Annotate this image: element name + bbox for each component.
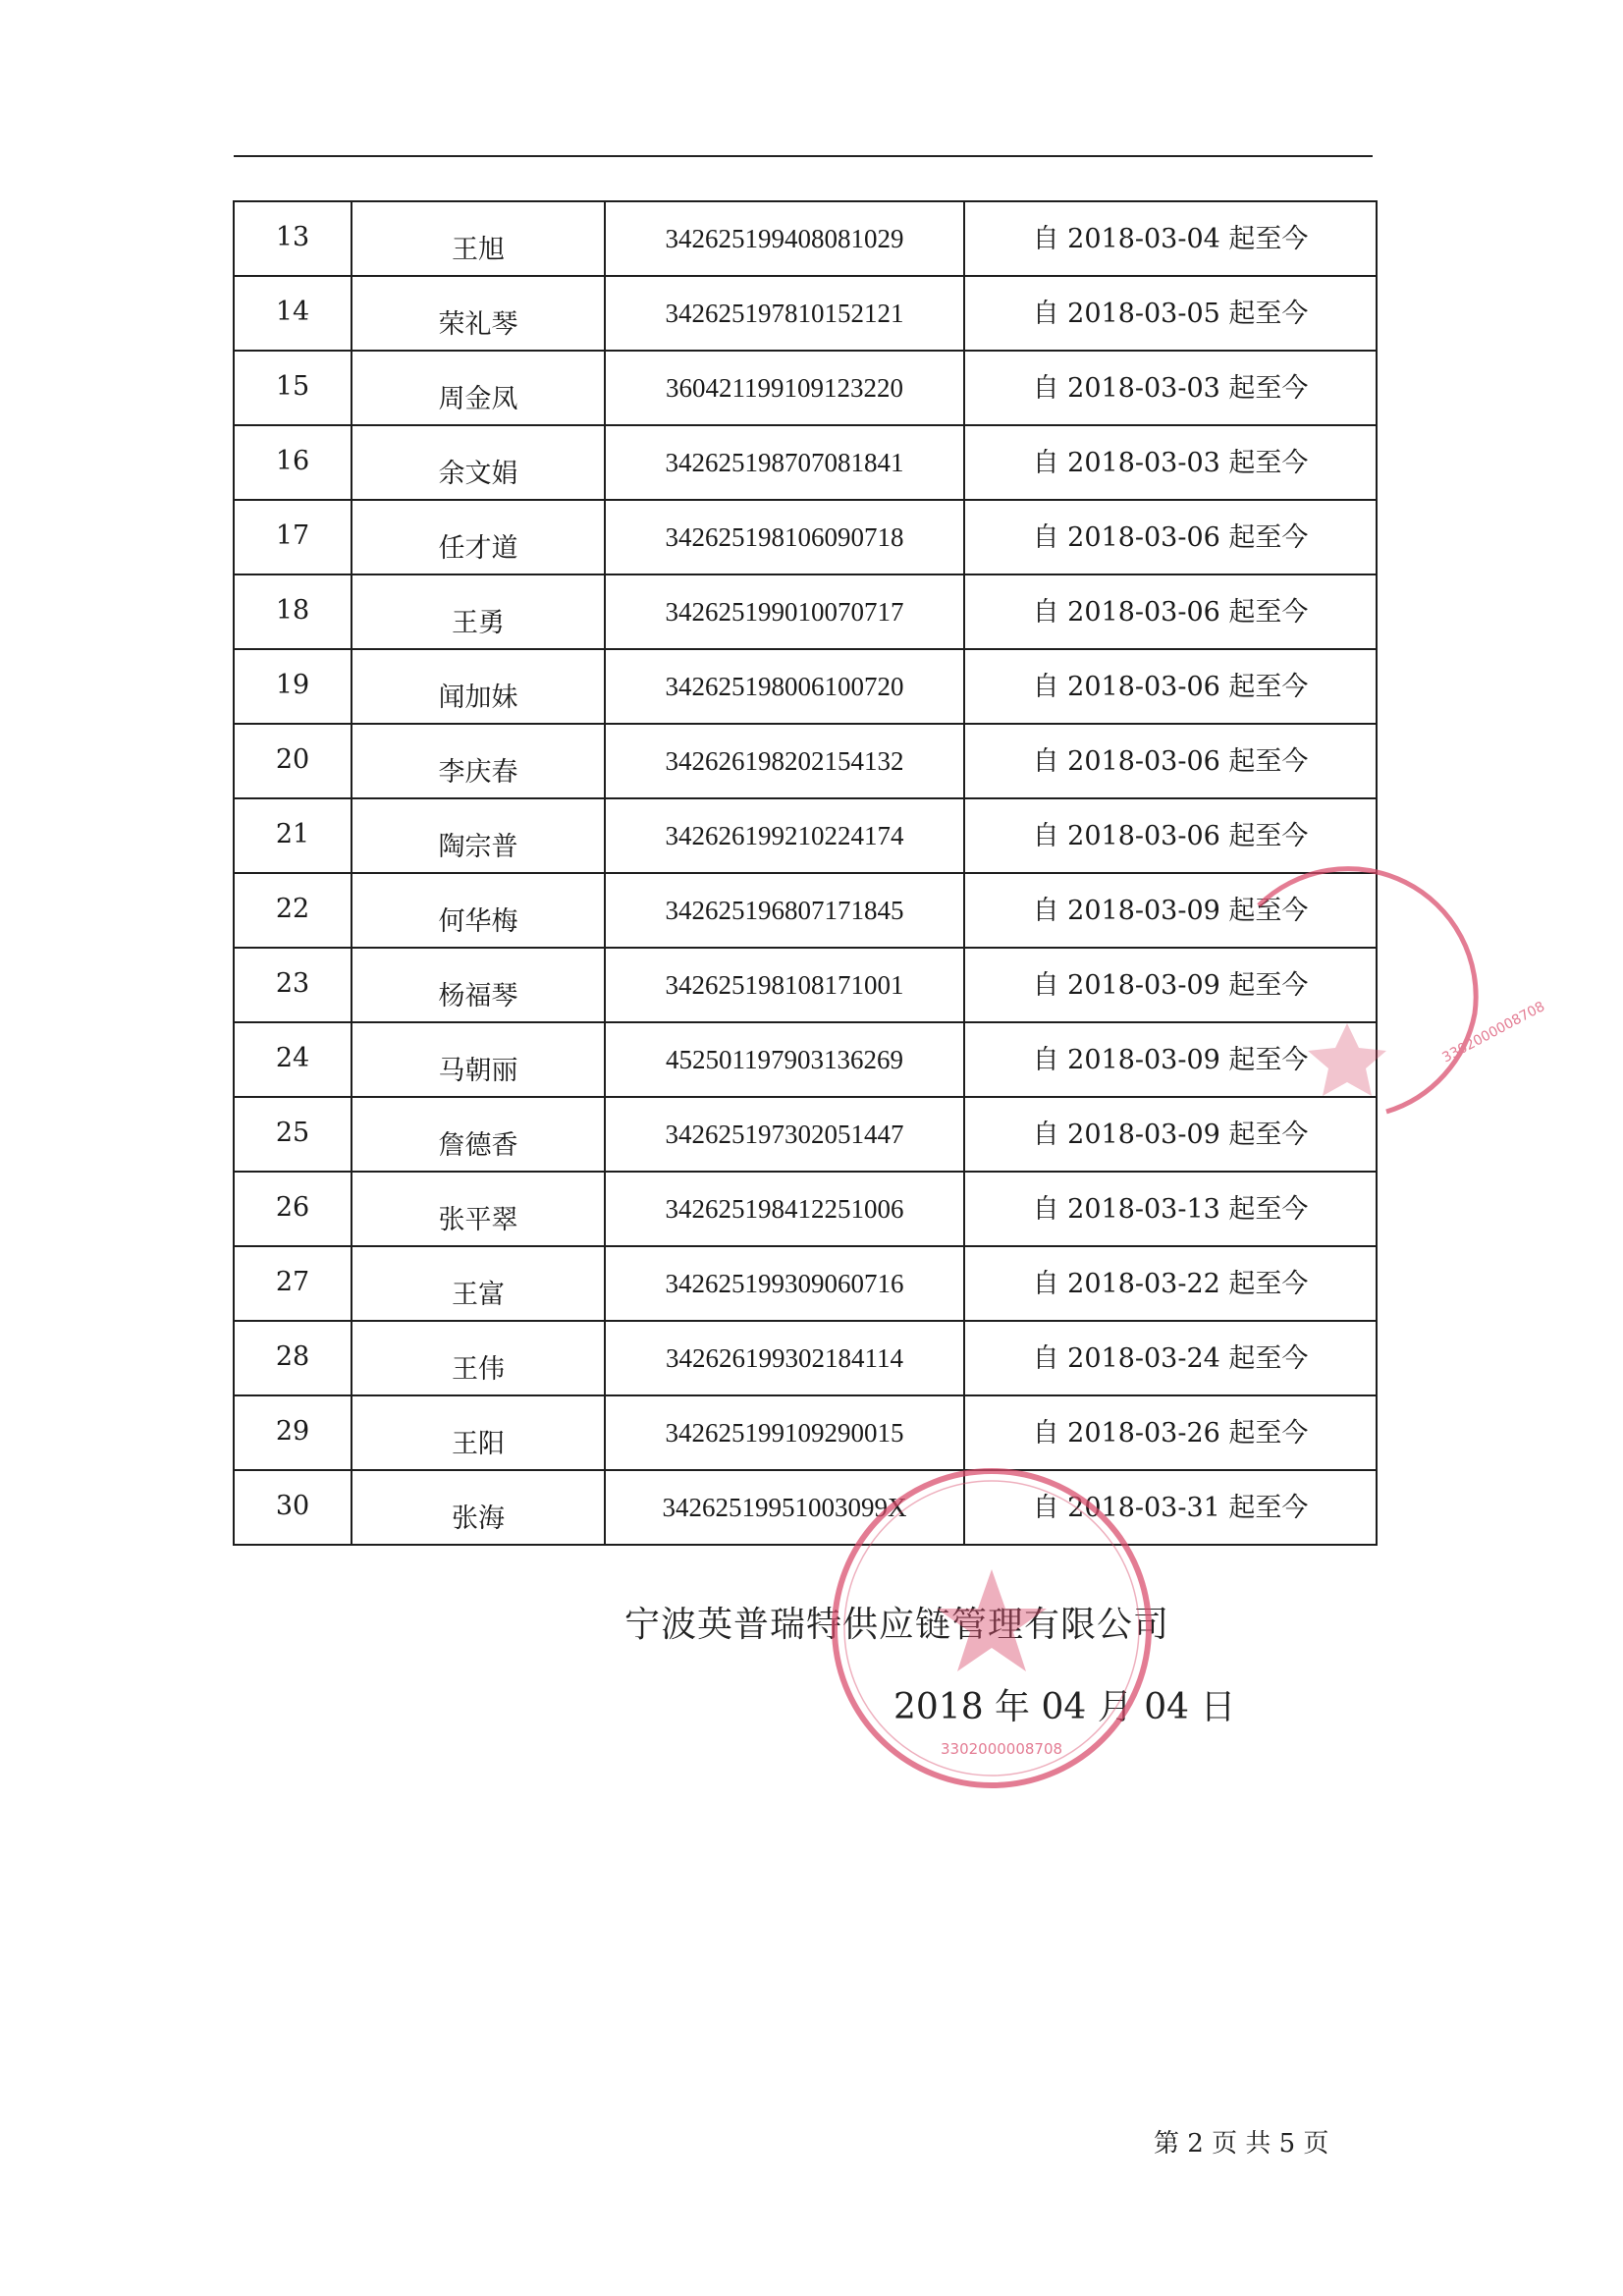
employee-name: 王旭 bbox=[452, 234, 505, 265]
id-number: 342626198202154132 bbox=[665, 745, 904, 776]
id-number-cell bbox=[605, 1395, 964, 1470]
employee-name: 荣礼琴 bbox=[438, 308, 518, 340]
table-row bbox=[234, 1246, 1377, 1321]
period-cell bbox=[964, 574, 1377, 649]
employee-name: 陶宗普 bbox=[438, 831, 518, 862]
id-number: 342625198006100720 bbox=[665, 671, 904, 701]
name-cell bbox=[352, 1321, 605, 1395]
period-cell bbox=[964, 1246, 1377, 1321]
period-cell bbox=[964, 1470, 1377, 1545]
table-row bbox=[234, 649, 1377, 724]
row-number-cell bbox=[234, 276, 352, 351]
signature-date: 2018 年 04 月 04 日 bbox=[893, 1687, 1236, 1727]
employee-name: 张平翠 bbox=[438, 1204, 518, 1235]
name-cell bbox=[352, 574, 605, 649]
id-number-cell bbox=[605, 201, 964, 276]
id-number: 342625199010070717 bbox=[665, 596, 904, 627]
id-number: 342625198707081841 bbox=[665, 447, 904, 477]
period-cell bbox=[964, 724, 1377, 798]
employment-period: 自 2018-03-06 起至今 bbox=[1032, 596, 1309, 628]
name-cell bbox=[352, 201, 605, 276]
row-number: 14 bbox=[275, 297, 310, 327]
id-number-cell bbox=[605, 574, 964, 649]
employment-period: 自 2018-03-06 起至今 bbox=[1032, 521, 1309, 553]
row-number: 24 bbox=[275, 1043, 310, 1073]
table-row bbox=[234, 1097, 1377, 1172]
employment-period: 自 2018-03-03 起至今 bbox=[1032, 447, 1309, 478]
name-cell bbox=[352, 1022, 605, 1097]
id-number-cell bbox=[605, 500, 964, 574]
row-number-cell bbox=[234, 948, 352, 1022]
id-number-cell bbox=[605, 1321, 964, 1395]
employee-name: 任才道 bbox=[438, 532, 518, 564]
table-row bbox=[234, 873, 1377, 948]
table-row bbox=[234, 201, 1377, 276]
employment-period: 自 2018-03-24 起至今 bbox=[1032, 1342, 1309, 1374]
row-number: 29 bbox=[275, 1416, 310, 1447]
id-number-cell bbox=[605, 425, 964, 500]
period-cell bbox=[964, 201, 1377, 276]
employee-name: 王富 bbox=[452, 1279, 505, 1310]
row-number: 30 bbox=[275, 1491, 310, 1521]
name-cell bbox=[352, 1395, 605, 1470]
table-row bbox=[234, 500, 1377, 574]
period-cell bbox=[964, 1321, 1377, 1395]
employee-name: 何华梅 bbox=[438, 905, 518, 937]
period-cell bbox=[964, 649, 1377, 724]
row-number-cell bbox=[234, 1172, 352, 1246]
company-signature: 宁波英普瑞特供应链管理有限公司 bbox=[624, 1605, 1170, 1645]
row-number: 28 bbox=[275, 1341, 310, 1372]
row-number: 18 bbox=[275, 595, 310, 626]
name-cell bbox=[352, 948, 605, 1022]
id-number-cell bbox=[605, 276, 964, 351]
name-cell bbox=[352, 724, 605, 798]
period-cell bbox=[964, 500, 1377, 574]
row-number: 26 bbox=[275, 1192, 310, 1223]
page-number: 第 2 页 共 5 页 bbox=[1154, 2129, 1329, 2159]
name-cell bbox=[352, 873, 605, 948]
employee-name: 闻加妹 bbox=[438, 682, 518, 713]
row-number-cell bbox=[234, 1246, 352, 1321]
name-cell bbox=[352, 276, 605, 351]
id-number: 452501197903136269 bbox=[666, 1044, 903, 1074]
employment-period: 自 2018-03-09 起至今 bbox=[1032, 1044, 1309, 1075]
id-number-cell bbox=[605, 1470, 964, 1545]
id-number: 342626199210224174 bbox=[665, 820, 904, 850]
period-cell bbox=[964, 1097, 1377, 1172]
row-number: 16 bbox=[275, 446, 310, 476]
row-number: 22 bbox=[275, 894, 310, 924]
id-number: 34262519951003099X bbox=[662, 1492, 907, 1522]
employment-period: 自 2018-03-03 起至今 bbox=[1032, 372, 1309, 404]
id-number-cell bbox=[605, 1172, 964, 1246]
row-number: 19 bbox=[275, 670, 310, 700]
id-number-cell bbox=[605, 948, 964, 1022]
id-number: 342625197302051447 bbox=[665, 1119, 904, 1149]
id-number-cell bbox=[605, 351, 964, 425]
name-cell bbox=[352, 1246, 605, 1321]
name-cell bbox=[352, 798, 605, 873]
row-number-cell bbox=[234, 649, 352, 724]
row-number-cell bbox=[234, 1022, 352, 1097]
employee-name: 周金凤 bbox=[438, 383, 518, 414]
employment-period: 自 2018-03-06 起至今 bbox=[1032, 820, 1309, 851]
employee-name: 余文娟 bbox=[438, 458, 518, 489]
table-row bbox=[234, 798, 1377, 873]
row-number-cell bbox=[234, 1470, 352, 1545]
employee-name: 王勇 bbox=[452, 607, 505, 638]
id-number: 342626199302184114 bbox=[666, 1342, 903, 1373]
row-number: 20 bbox=[275, 744, 310, 775]
row-number-cell bbox=[234, 798, 352, 873]
employee-name: 王阳 bbox=[452, 1428, 505, 1459]
row-number: 17 bbox=[275, 520, 310, 551]
employment-period: 自 2018-03-22 起至今 bbox=[1032, 1268, 1309, 1299]
employee-table-body bbox=[234, 201, 1377, 1545]
row-number: 23 bbox=[275, 968, 310, 999]
employment-period: 自 2018-03-04 起至今 bbox=[1032, 223, 1309, 254]
row-number-cell bbox=[234, 873, 352, 948]
period-cell bbox=[964, 1022, 1377, 1097]
id-number: 342625198108171001 bbox=[665, 969, 904, 1000]
name-cell bbox=[352, 425, 605, 500]
table-row bbox=[234, 1321, 1377, 1395]
table-row bbox=[234, 724, 1377, 798]
employee-name: 杨福琴 bbox=[438, 980, 518, 1011]
id-number-cell bbox=[605, 873, 964, 948]
employee-name: 马朝丽 bbox=[438, 1055, 518, 1086]
employment-period: 自 2018-03-06 起至今 bbox=[1032, 745, 1309, 777]
seal-number: 3302000008708 bbox=[941, 1740, 1063, 1758]
period-cell bbox=[964, 425, 1377, 500]
table-row bbox=[234, 425, 1377, 500]
row-number-cell bbox=[234, 351, 352, 425]
id-number: 342625196807171845 bbox=[665, 895, 904, 925]
employment-period: 自 2018-03-09 起至今 bbox=[1032, 895, 1309, 926]
employment-period: 自 2018-03-13 起至今 bbox=[1032, 1193, 1309, 1225]
seal-number: 3302000008708 bbox=[1439, 999, 1548, 1066]
employment-period: 自 2018-03-09 起至今 bbox=[1032, 1119, 1309, 1150]
period-cell bbox=[964, 873, 1377, 948]
period-cell bbox=[964, 351, 1377, 425]
table-row bbox=[234, 574, 1377, 649]
id-number: 360421199109123220 bbox=[666, 372, 903, 403]
period-cell bbox=[964, 948, 1377, 1022]
employee-name: 詹德香 bbox=[438, 1129, 518, 1161]
id-number-cell bbox=[605, 1246, 964, 1321]
row-number-cell bbox=[234, 724, 352, 798]
employment-period: 自 2018-03-06 起至今 bbox=[1032, 671, 1309, 702]
row-number: 21 bbox=[275, 819, 310, 849]
name-cell bbox=[352, 1470, 605, 1545]
table-row bbox=[234, 1172, 1377, 1246]
employment-period: 自 2018-03-31 起至今 bbox=[1032, 1492, 1309, 1523]
row-number: 15 bbox=[275, 371, 310, 402]
period-cell bbox=[964, 1172, 1377, 1246]
row-number-cell bbox=[234, 1321, 352, 1395]
id-number: 342625199109290015 bbox=[665, 1417, 904, 1448]
row-number: 13 bbox=[275, 222, 310, 252]
id-number: 342625198412251006 bbox=[665, 1193, 904, 1224]
period-cell bbox=[964, 798, 1377, 873]
row-number-cell bbox=[234, 1097, 352, 1172]
table-row bbox=[234, 1022, 1377, 1097]
table-row bbox=[234, 1470, 1377, 1545]
table-row bbox=[234, 948, 1377, 1022]
row-number: 25 bbox=[275, 1118, 310, 1148]
row-number-cell bbox=[234, 500, 352, 574]
row-number: 27 bbox=[275, 1267, 310, 1297]
period-cell bbox=[964, 1395, 1377, 1470]
id-number: 342625199309060716 bbox=[665, 1268, 904, 1298]
employee-name: 张海 bbox=[452, 1503, 505, 1534]
name-cell bbox=[352, 351, 605, 425]
employee-table-wrapper bbox=[233, 200, 1376, 1546]
row-number-cell bbox=[234, 574, 352, 649]
row-number-cell bbox=[234, 201, 352, 276]
id-number-cell bbox=[605, 724, 964, 798]
header-rule bbox=[234, 155, 1373, 157]
table-row bbox=[234, 276, 1377, 351]
name-cell bbox=[352, 649, 605, 724]
name-cell bbox=[352, 500, 605, 574]
row-number-cell bbox=[234, 425, 352, 500]
table-row bbox=[234, 351, 1377, 425]
row-number-cell bbox=[234, 1395, 352, 1470]
id-number-cell bbox=[605, 1022, 964, 1097]
id-number: 342625199408081029 bbox=[665, 223, 904, 253]
id-number-cell bbox=[605, 649, 964, 724]
employee-name: 王伟 bbox=[452, 1353, 505, 1385]
id-number: 342625198106090718 bbox=[665, 521, 904, 552]
id-number: 342625197810152121 bbox=[665, 298, 904, 328]
employment-period: 自 2018-03-09 起至今 bbox=[1032, 969, 1309, 1001]
employee-name: 李庆春 bbox=[438, 756, 518, 788]
name-cell bbox=[352, 1172, 605, 1246]
table-row bbox=[234, 1395, 1377, 1470]
name-cell bbox=[352, 1097, 605, 1172]
id-number-cell bbox=[605, 798, 964, 873]
employment-period: 自 2018-03-05 起至今 bbox=[1032, 298, 1309, 329]
period-cell bbox=[964, 276, 1377, 351]
id-number-cell bbox=[605, 1097, 964, 1172]
employee-table bbox=[233, 200, 1378, 1546]
employment-period: 自 2018-03-26 起至今 bbox=[1032, 1417, 1309, 1449]
